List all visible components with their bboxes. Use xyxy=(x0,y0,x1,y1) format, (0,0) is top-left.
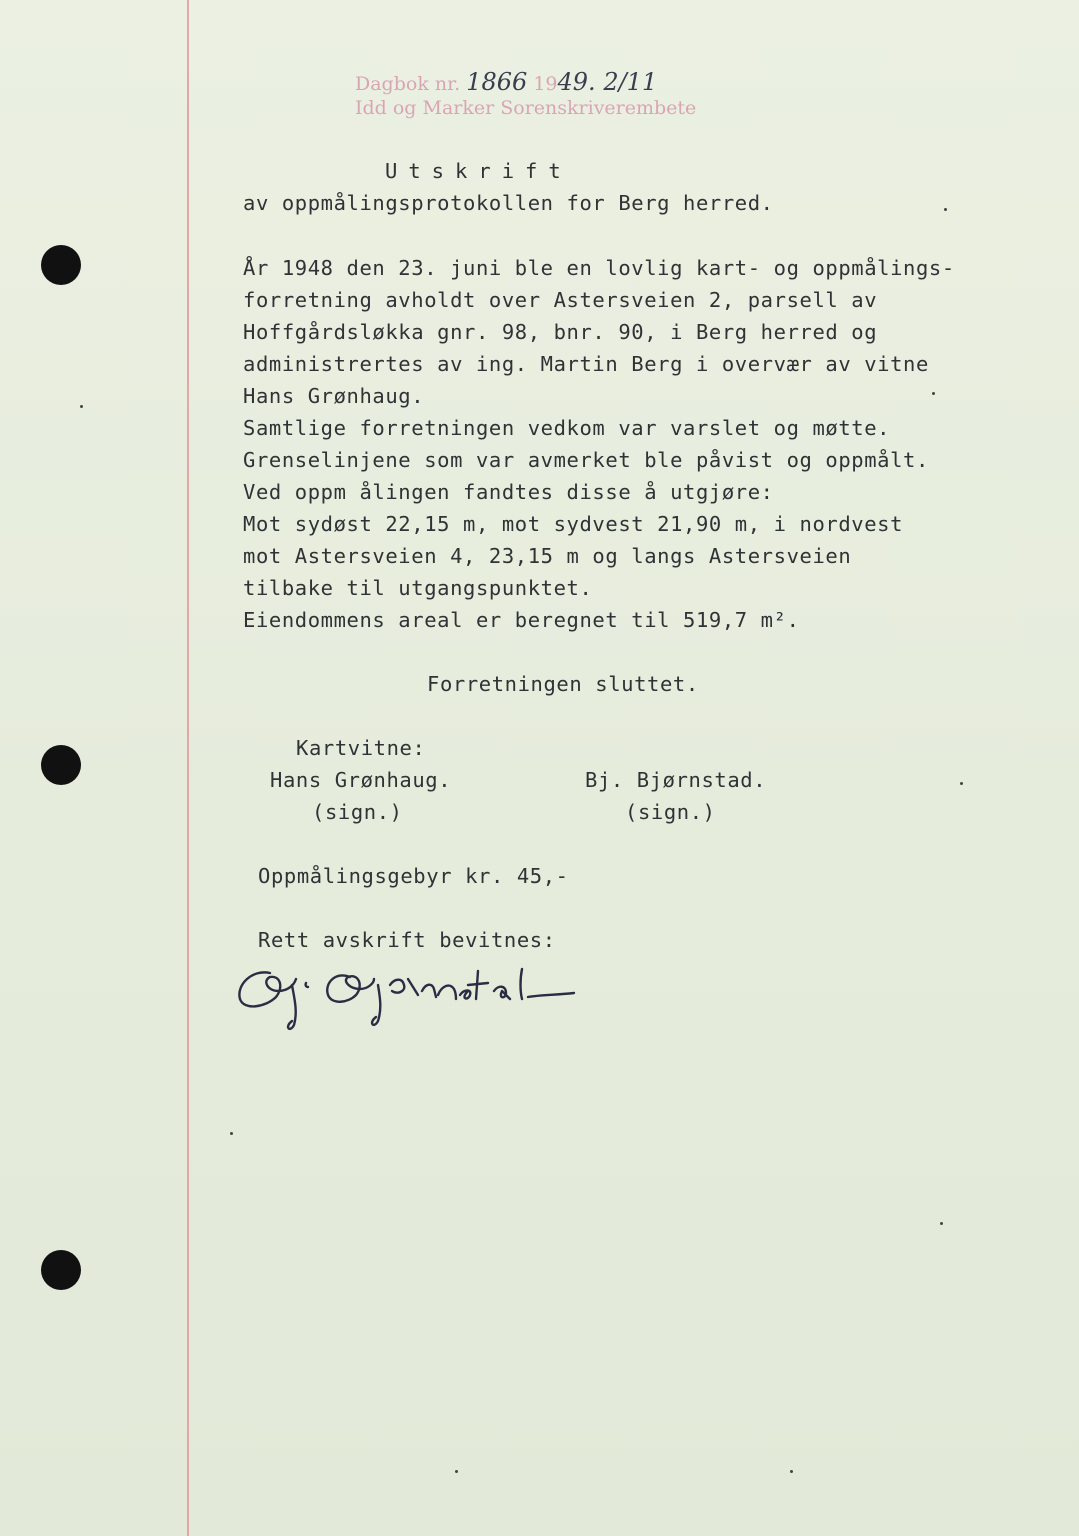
paper-speck xyxy=(932,392,935,395)
body-line: Samtlige forretningen vedkom var varslet og møtte. xyxy=(243,416,891,440)
witness-left-sign: (sign.) xyxy=(312,800,403,824)
body-line: mot Astersveien 4, 23,15 m og langs Astersveien xyxy=(243,544,852,568)
stamp-number: 1866 xyxy=(466,68,528,96)
paper-speck xyxy=(230,1132,233,1135)
body-line: Eiendommens areal er beregnet til 519,7 m². xyxy=(243,608,800,632)
punch-hole-top xyxy=(41,245,81,285)
body-line: tilbake til utgangspunktet. xyxy=(243,576,593,600)
paper-speck xyxy=(940,1222,943,1225)
body-line: Hoffgårdsløkka gnr. 98, bnr. 90, i Berg herred og xyxy=(243,320,878,344)
body-line: Mot sydøst 22,15 m, mot sydvest 21,90 m, i nordvest xyxy=(243,512,904,536)
stamp-label: Dagbok nr. xyxy=(355,73,461,95)
paper-speck xyxy=(455,1470,458,1473)
body-line: forretning avholdt over Astersveien 2, parsell av xyxy=(243,288,878,312)
paper-speck xyxy=(944,208,947,211)
document-subtitle: av oppmålingsprotokollen for Berg herred. xyxy=(243,191,774,215)
body-line: Hans Grønhaug. xyxy=(243,384,425,408)
stamp-year-prefix: 19 xyxy=(533,73,558,95)
registry-stamp xyxy=(355,70,696,120)
body-line: Grenselinjene som var avmerket ble påvist og oppmålt. xyxy=(243,448,929,472)
document-title: Utskrift xyxy=(385,159,572,183)
punch-hole-middle xyxy=(41,745,81,785)
attest-line: Rett avskrift bevitnes: xyxy=(258,928,556,952)
closing-line: Forretningen sluttet. xyxy=(427,672,699,696)
witness-heading: Kartvitne: xyxy=(296,736,426,760)
paper-speck xyxy=(80,405,83,408)
witness-left-name: Hans Grønhaug. xyxy=(270,768,452,792)
witness-right-sign: (sign.) xyxy=(625,800,716,824)
stamp-date: 49. 2/11 xyxy=(557,68,658,96)
witness-right-name: Bj. Bjørnstad. xyxy=(585,768,767,792)
margin-rule xyxy=(187,0,189,1536)
handwritten-signature xyxy=(232,955,592,1040)
punch-hole-bottom xyxy=(41,1250,81,1290)
body-line: År 1948 den 23. juni ble en lovlig kart- og oppmålings- xyxy=(243,256,955,280)
paper-speck xyxy=(790,1470,793,1473)
paper-speck xyxy=(960,782,963,785)
body-line: Ved oppm ålingen fandtes disse å utgjøre: xyxy=(243,480,774,504)
fee-line: Oppmålingsgebyr kr. 45,- xyxy=(258,864,569,888)
stamp-office: Idd og Marker Sorenskriverembete xyxy=(355,97,697,119)
body-line: administrertes av ing. Martin Berg i overvær av vitne xyxy=(243,352,929,376)
